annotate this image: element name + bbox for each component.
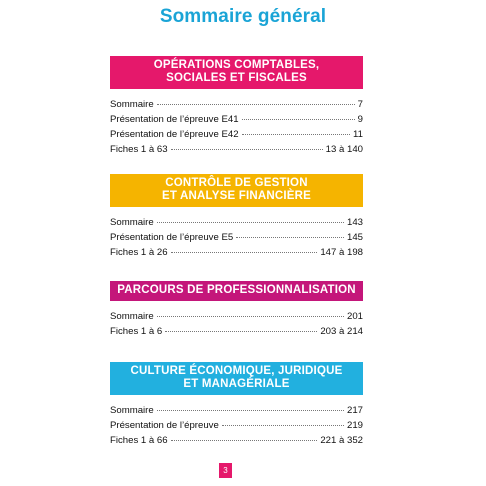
toc-entry-page: 221 à 352 xyxy=(320,435,363,446)
toc-entry-label: Présentation de l’épreuve E41 xyxy=(110,114,239,125)
toc-entry[interactable] xyxy=(110,433,363,448)
toc-entry[interactable] xyxy=(110,403,363,418)
toc-entry-label: Sommaire xyxy=(110,217,154,228)
toc-section-operations-comptables xyxy=(110,56,363,157)
toc-entries xyxy=(110,309,363,339)
toc-entry-label: Fiches 1 à 26 xyxy=(110,247,168,258)
section-header-line: CONTRÔLE DE GESTION xyxy=(165,177,308,189)
toc-section-parcours-professionnalisation xyxy=(110,281,363,339)
toc-entry-page: 201 xyxy=(346,311,363,322)
section-header xyxy=(110,281,363,301)
toc-entry[interactable] xyxy=(110,215,363,230)
section-header-line: ET MANAGÉRIALE xyxy=(183,378,290,390)
leader-dots xyxy=(242,119,355,120)
leader-dots xyxy=(157,104,355,105)
toc-entry[interactable] xyxy=(110,112,363,127)
toc-entry-page: 145 xyxy=(346,232,363,243)
toc-entry-label: Sommaire xyxy=(110,311,154,322)
section-header-line: ET ANALYSE FINANCIÈRE xyxy=(161,190,312,202)
toc-entry-page: 217 xyxy=(346,405,363,416)
leader-dots xyxy=(171,252,318,253)
toc-entry-label: Fiches 1 à 66 xyxy=(110,435,168,446)
toc-entry-label: Fiches 1 à 6 xyxy=(110,326,163,337)
toc-entry-page: 219 xyxy=(346,420,363,431)
toc-section-culture-economique xyxy=(110,362,363,448)
toc-entry-page: 203 à 214 xyxy=(320,326,363,337)
leader-dots xyxy=(171,440,318,441)
toc-entry[interactable] xyxy=(110,127,363,142)
toc-entry-label: Sommaire xyxy=(110,99,154,110)
toc-entries xyxy=(110,215,363,260)
toc-entry-page: 13 à 140 xyxy=(325,144,363,155)
section-header xyxy=(110,174,363,207)
leader-dots xyxy=(222,425,344,426)
toc-entry-page: 147 à 198 xyxy=(320,247,363,258)
leader-dots xyxy=(236,237,344,238)
toc-entry[interactable] xyxy=(110,309,363,324)
section-header xyxy=(110,56,363,89)
toc-entry[interactable] xyxy=(110,418,363,433)
toc-entry-label: Présentation de l’épreuve xyxy=(110,420,219,431)
page-number-badge: 3 xyxy=(219,463,232,478)
toc-entries xyxy=(110,97,363,157)
toc-entry-page: 7 xyxy=(357,99,363,110)
toc-entry[interactable] xyxy=(110,245,363,260)
page-title: Sommaire général xyxy=(159,6,327,27)
leader-dots xyxy=(157,410,344,411)
toc-entry[interactable] xyxy=(110,97,363,112)
toc-entry-label: Sommaire xyxy=(110,405,154,416)
leader-dots xyxy=(157,316,344,317)
toc-entry[interactable] xyxy=(110,230,363,245)
section-header-line: OPÉRATIONS COMPTABLES, xyxy=(153,59,320,71)
toc-entry-label: Fiches 1 à 63 xyxy=(110,144,168,155)
toc-entry[interactable] xyxy=(110,142,363,157)
toc-entry[interactable] xyxy=(110,324,363,339)
toc-entry-label: Présentation de l’épreuve E42 xyxy=(110,129,239,140)
toc-entry-label: Présentation de l’épreuve E5 xyxy=(110,232,234,243)
section-header-line: SOCIALES ET FISCALES xyxy=(166,72,307,84)
leader-dots xyxy=(157,222,344,223)
toc-entry-page: 11 xyxy=(353,129,363,140)
toc-entries xyxy=(110,403,363,448)
section-header-line: PARCOURS DE PROFESSIONNALISATION xyxy=(117,284,356,296)
toc-section-controle-de-gestion xyxy=(110,174,363,260)
leader-dots xyxy=(171,149,323,150)
toc-entry-page: 9 xyxy=(357,114,363,125)
section-header-line: CULTURE ÉCONOMIQUE, JURIDIQUE xyxy=(130,365,343,377)
leader-dots xyxy=(242,134,350,135)
leader-dots xyxy=(165,331,317,332)
toc-entry-page: 143 xyxy=(346,217,363,228)
section-header xyxy=(110,362,363,395)
